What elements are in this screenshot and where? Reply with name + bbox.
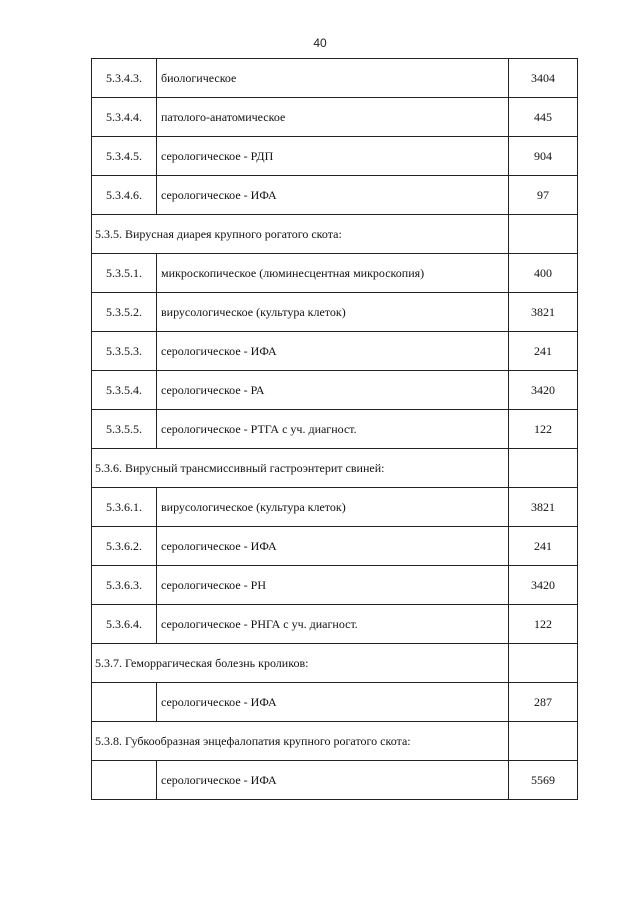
- table-row: [92, 371, 578, 410]
- section-value-cell: [509, 215, 578, 254]
- item-number: 5.3.4.4.: [92, 98, 157, 137]
- item-description: серологическое - РТГА с уч. диагност.: [157, 410, 509, 449]
- item-value: 241: [509, 527, 578, 566]
- item-value: 3420: [509, 371, 578, 410]
- item-number: 5.3.5.2.: [92, 293, 157, 332]
- table-row: [92, 293, 578, 332]
- section-row: [92, 722, 578, 761]
- item-description: серологическое - РДП: [157, 137, 509, 176]
- item-value: 5569: [509, 761, 578, 800]
- section-title: 5.3.7. Геморрагическая болезнь кроликов:: [92, 644, 509, 683]
- item-number: 5.3.5.3.: [92, 332, 157, 371]
- item-number: 5.3.6.3.: [92, 566, 157, 605]
- item-number: 5.3.6.4.: [92, 605, 157, 644]
- item-value: 445: [509, 98, 578, 137]
- item-number: 5.3.4.5.: [92, 137, 157, 176]
- item-value: 3404: [509, 59, 578, 98]
- item-value: 241: [509, 332, 578, 371]
- table-row: [92, 59, 578, 98]
- table-row: [92, 410, 578, 449]
- item-number: 5.3.5.1.: [92, 254, 157, 293]
- item-number: 5.3.4.3.: [92, 59, 157, 98]
- item-value: 287: [509, 683, 578, 722]
- item-number: 5.3.5.5.: [92, 410, 157, 449]
- item-description: серологическое - ИФА: [157, 527, 509, 566]
- item-value: 97: [509, 176, 578, 215]
- table-row: [92, 98, 578, 137]
- item-value: 400: [509, 254, 578, 293]
- item-description: серологическое - ИФА: [157, 332, 509, 371]
- table-row: [92, 527, 578, 566]
- table-row: [92, 566, 578, 605]
- item-value: 904: [509, 137, 578, 176]
- page-number: 40: [313, 36, 327, 50]
- section-value-cell: [509, 644, 578, 683]
- item-value: 122: [509, 410, 578, 449]
- section-row: [92, 449, 578, 488]
- item-number: 5.3.6.2.: [92, 527, 157, 566]
- item-description: вирусологическое (культура клеток): [157, 488, 509, 527]
- item-description: серологическое - РН: [157, 566, 509, 605]
- item-value: 3821: [509, 488, 578, 527]
- item-number: 5.3.5.4.: [92, 371, 157, 410]
- item-description: серологическое - РНГА с уч. диагност.: [157, 605, 509, 644]
- item-number: [92, 761, 157, 800]
- section-title: 5.3.6. Вирусный трансмиссивный гастроэнтерит свиней:: [92, 449, 509, 488]
- table-row: [92, 605, 578, 644]
- section-value-cell: [509, 449, 578, 488]
- item-description: патолого-анатомическое: [157, 98, 509, 137]
- table-row: [92, 683, 578, 722]
- section-value-cell: [509, 722, 578, 761]
- table-row: [92, 254, 578, 293]
- table-row: [92, 137, 578, 176]
- item-description: серологическое - ИФА: [157, 761, 509, 800]
- item-description: серологическое - ИФА: [157, 683, 509, 722]
- table-body: [92, 59, 578, 800]
- item-value: 122: [509, 605, 578, 644]
- item-number: 5.3.4.6.: [92, 176, 157, 215]
- item-number: [92, 683, 157, 722]
- item-description: серологическое - РА: [157, 371, 509, 410]
- item-description: биологическое: [157, 59, 509, 98]
- item-number: 5.3.6.1.: [92, 488, 157, 527]
- table-row: [92, 332, 578, 371]
- item-value: 3821: [509, 293, 578, 332]
- table-row: [92, 761, 578, 800]
- table-row: [92, 176, 578, 215]
- item-description: микроскопическое (люминесцентная микроскопия): [157, 254, 509, 293]
- item-description: серологическое - ИФА: [157, 176, 509, 215]
- section-row: [92, 215, 578, 254]
- table-row: [92, 488, 578, 527]
- section-title: 5.3.5. Вирусная диарея крупного рогатого скота:: [92, 215, 509, 254]
- item-description: вирусологическое (культура клеток): [157, 293, 509, 332]
- price-table: [91, 58, 578, 800]
- item-value: 3420: [509, 566, 578, 605]
- section-title: 5.3.8. Губкообразная энцефалопатия крупного рогатого скота:: [92, 722, 509, 761]
- section-row: [92, 644, 578, 683]
